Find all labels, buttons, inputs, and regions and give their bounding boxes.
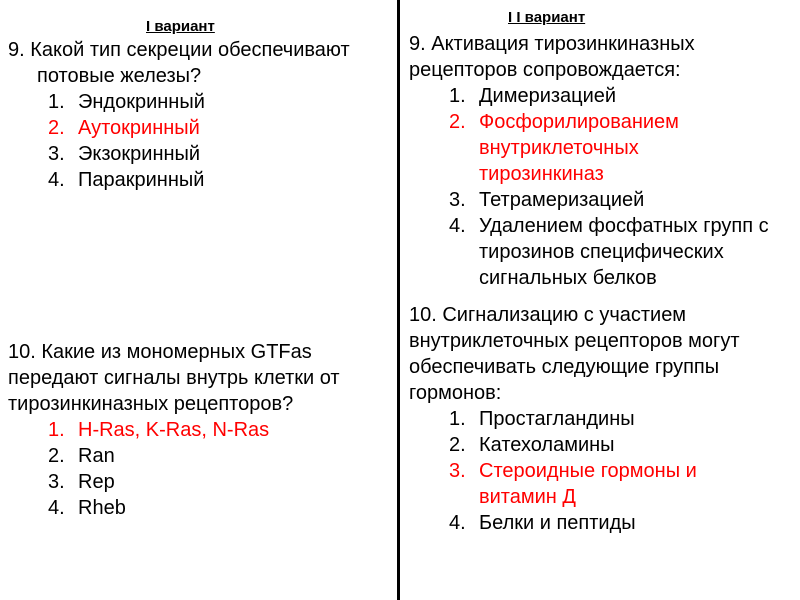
question-text-line: тирозинкиназных рецепторов? (8, 393, 294, 415)
option-number: 4. (449, 512, 466, 534)
option-text: Rheb (78, 497, 126, 519)
option-number: 3. (449, 189, 466, 211)
answer-option (48, 495, 393, 521)
option-number: 2. (48, 445, 65, 467)
question-text-line: передают сигналы внутрь клетки от (8, 367, 340, 389)
answer-option-correct (48, 417, 393, 443)
answer-list (449, 406, 794, 536)
answer-option (449, 83, 794, 109)
answer-option-correct (449, 109, 794, 187)
answer-list (449, 83, 794, 291)
right-question-9 (409, 31, 794, 291)
option-number: 1. (449, 408, 466, 430)
answer-option (449, 406, 794, 432)
question-text-line: 9. Какой тип секреции обеспечивают (8, 39, 350, 61)
column-divider (397, 0, 400, 600)
answer-list (48, 89, 393, 193)
answer-option (449, 432, 794, 458)
answer-option (449, 213, 794, 291)
option-number: 2. (48, 117, 65, 139)
option-text: Тетрамеризацией (479, 189, 645, 211)
option-text: Катехоламины (479, 434, 615, 456)
question-text-line: обеспечивать следующие группы (409, 356, 720, 378)
question-text-line: 10. Сигнализацию с участием (409, 304, 687, 326)
option-text: Простагландины (479, 408, 635, 430)
option-text: Удалением фосфатных групп с тирозинов специфических сигнальных белков (479, 215, 769, 289)
option-number: 4. (48, 497, 65, 519)
option-text: Rep (78, 471, 115, 493)
question-text-line: 10. Какие из мономерных GTFas (8, 341, 312, 363)
option-number: 3. (449, 460, 466, 482)
answer-option (449, 510, 794, 536)
option-number: 2. (449, 434, 466, 456)
variant-2-title: I I вариант (508, 9, 586, 26)
right-question-10 (409, 302, 794, 536)
option-number: 3. (48, 143, 65, 165)
question-text-line: рецепторов сопровождается: (409, 59, 681, 81)
option-text: H-Ras, K-Ras, N-Ras (78, 419, 270, 441)
answer-option (48, 167, 393, 193)
answer-option (48, 443, 393, 469)
option-number: 1. (449, 85, 466, 107)
answer-option (449, 187, 794, 213)
option-number: 3. (48, 471, 65, 493)
option-number: 2. (449, 111, 466, 133)
option-number: 1. (48, 419, 65, 441)
option-text: Экзокринный (78, 143, 201, 165)
option-number: 4. (48, 169, 65, 191)
option-number: 1. (48, 91, 65, 113)
answer-option (48, 469, 393, 495)
option-text: Аутокринный (78, 117, 200, 139)
option-text: Эндокринный (78, 91, 205, 113)
answer-option (48, 141, 393, 167)
answer-list (48, 417, 393, 521)
answer-option-correct (48, 115, 393, 141)
question-text-line: потовые железы? (37, 65, 202, 87)
answer-option-correct (449, 458, 794, 510)
question-text-line: гормонов: (409, 382, 502, 404)
question-text-line: 9. Активация тирозинкиназных (409, 33, 695, 55)
option-text: Димеризацией (479, 85, 617, 107)
left-question-10 (8, 339, 393, 521)
left-question-9 (8, 37, 393, 193)
variant-1-title: I вариант (146, 18, 215, 35)
option-text: Белки и пептиды (479, 512, 636, 534)
option-text: Фосфорилированием внутриклеточных тирозинкиназ (479, 111, 679, 185)
option-number: 4. (449, 215, 466, 237)
answer-option (48, 89, 393, 115)
option-text: Стероидные гормоны и витамин Д (479, 460, 697, 508)
question-text-line: внутриклеточных рецепторов могут (409, 330, 740, 352)
option-text: Паракринный (78, 169, 205, 191)
option-text: Ran (78, 445, 115, 467)
